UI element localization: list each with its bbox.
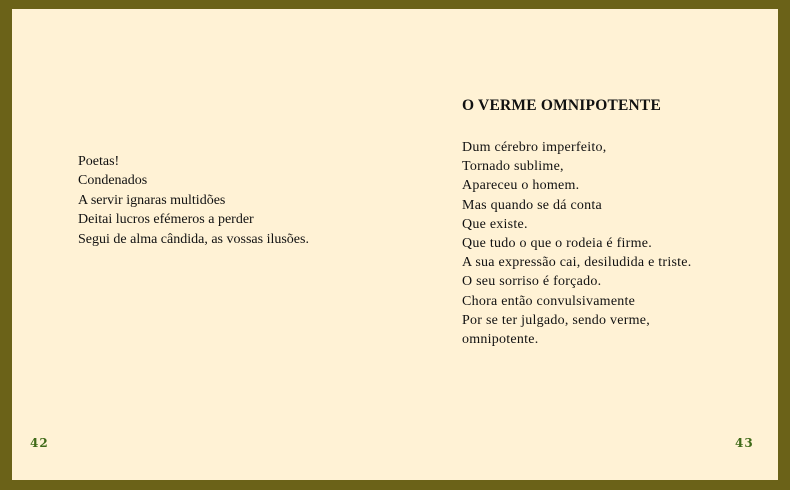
right-poem-line: O seu sorriso é forçado.: [462, 274, 602, 290]
right-poem-line: Chora então convulsivamente: [462, 293, 636, 309]
page-number-left: 42: [30, 436, 49, 450]
right-poem-line: Por se ter julgado, sendo verme,: [462, 312, 651, 328]
left-poem-line: Poetas!: [78, 154, 120, 169]
right-poem-line: Tornado sublime,: [462, 159, 564, 175]
left-poem-line: Segui de alma cândida, as vossas ilusões.: [78, 231, 309, 247]
right-poem-line: Que existe.: [462, 216, 528, 232]
right-poem-line: omnipotente.: [462, 332, 539, 348]
right-poem-line: Dum cérebro imperfeito,: [462, 140, 607, 155]
right-poem-line: Apareceu o homem.: [462, 178, 580, 194]
right-poem-line: Que tudo o que o rodeia é firme.: [462, 236, 652, 252]
left-poem-line: Deitai lucros efémeros a perder: [78, 212, 254, 228]
left-poem-line: A servir ignaras multidões: [78, 192, 226, 208]
poem-title: O VERME OMNIPOTENTE: [462, 97, 662, 114]
right-poem-line: A sua expressão cai, desiludida e triste.: [462, 255, 692, 271]
right-poem-line: Mas quando se dá conta: [462, 197, 603, 213]
left-poem-line: Condenados: [78, 173, 148, 189]
left-poem: [78, 152, 309, 249]
page-number-right: 43: [735, 436, 754, 450]
right-poem: [462, 138, 692, 349]
paper-sheet: [12, 9, 778, 480]
